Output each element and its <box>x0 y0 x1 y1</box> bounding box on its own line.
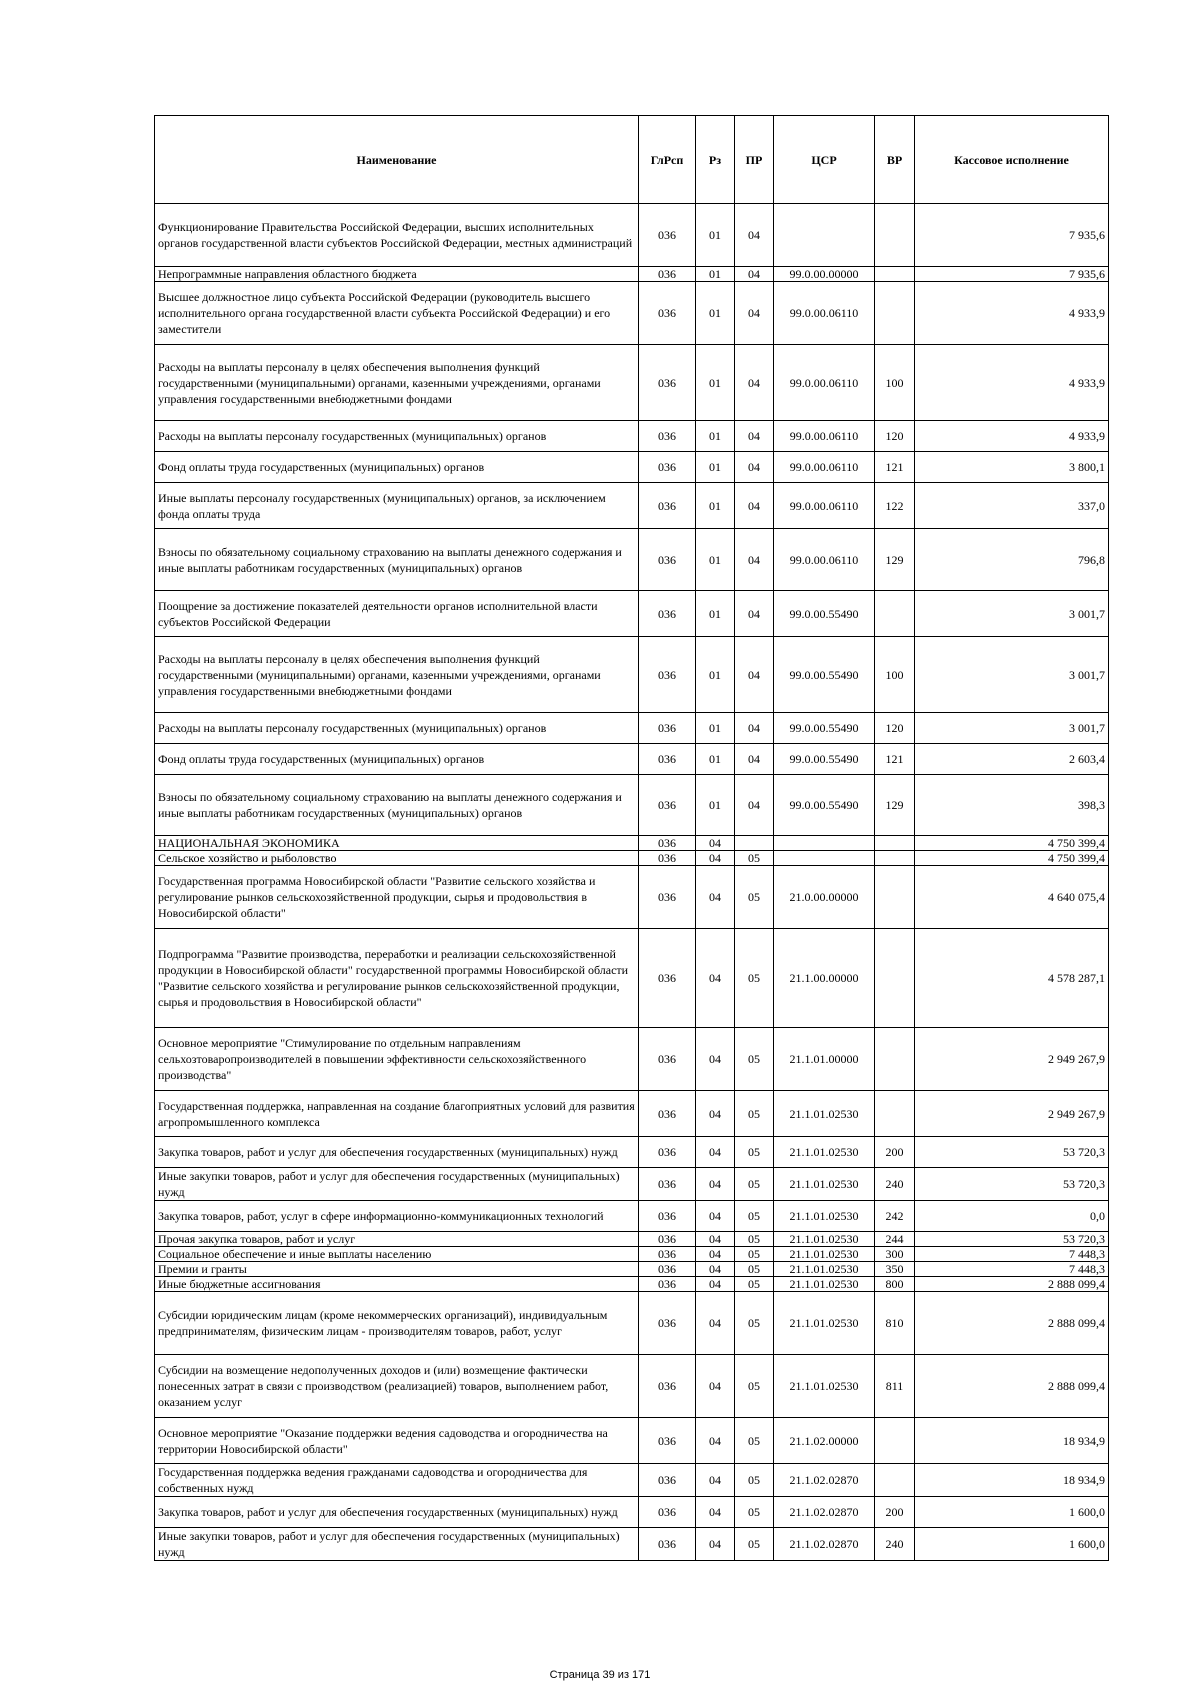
cell-name: Закупка товаров, работ и услуг для обеспечения государственных (муниципальных) нужд <box>155 1497 639 1528</box>
cell-sum: 398,3 <box>915 775 1109 836</box>
cell-pr: 05 <box>735 866 774 929</box>
cell-csr: 99.0.00.00000 <box>774 267 875 282</box>
cell-name: Взносы по обязательному социальному страхованию на выплаты денежного содержания и иные выплаты работникам государственных (муниципальных) органов <box>155 775 639 836</box>
cell-grsp: 036 <box>639 1528 696 1561</box>
cell-rz: 04 <box>696 1137 735 1168</box>
cell-csr: 21.1.01.02530 <box>774 1355 875 1418</box>
table-row <box>155 529 1109 591</box>
cell-name: Фонд оплаты труда государственных (муниципальных) органов <box>155 744 639 775</box>
table-row <box>155 1232 1109 1247</box>
table-row <box>155 1355 1109 1418</box>
cell-grsp: 036 <box>639 529 696 591</box>
cell-name: Иные закупки товаров, работ и услуг для обеспечения государственных (муниципальных) нужд <box>155 1168 639 1201</box>
cell-name: Иные бюджетные ассигнования <box>155 1277 639 1292</box>
cell-rz: 04 <box>696 851 735 866</box>
cell-pr: 05 <box>735 1528 774 1561</box>
cell-name: Премии и гранты <box>155 1262 639 1277</box>
cell-pr: 05 <box>735 1168 774 1201</box>
cell-vr: 300 <box>875 1247 915 1262</box>
table-row <box>155 1262 1109 1277</box>
cell-vr: 240 <box>875 1168 915 1201</box>
cell-vr <box>875 929 915 1028</box>
cell-vr: 240 <box>875 1528 915 1561</box>
header-grsp: ГлРсп <box>639 116 696 204</box>
cell-pr: 05 <box>735 1201 774 1232</box>
cell-vr <box>875 1418 915 1464</box>
cell-grsp: 036 <box>639 1355 696 1418</box>
cell-sum: 4 933,9 <box>915 421 1109 452</box>
table-row <box>155 851 1109 866</box>
cell-grsp: 036 <box>639 267 696 282</box>
cell-rz: 04 <box>696 1528 735 1561</box>
cell-sum: 3 001,7 <box>915 591 1109 637</box>
cell-csr: 21.1.01.02530 <box>774 1262 875 1277</box>
table-row <box>155 1091 1109 1137</box>
cell-vr: 100 <box>875 637 915 713</box>
cell-csr: 21.1.01.02530 <box>774 1232 875 1247</box>
header-sum: Кассовое исполнение <box>915 116 1109 204</box>
cell-csr: 99.0.00.55490 <box>774 775 875 836</box>
cell-vr: 350 <box>875 1262 915 1277</box>
cell-sum: 2 949 267,9 <box>915 1091 1109 1137</box>
cell-name: Сельское хозяйство и рыболовство <box>155 851 639 866</box>
cell-pr: 04 <box>735 591 774 637</box>
cell-vr <box>875 866 915 929</box>
cell-name: Субсидии юридическим лицам (кроме некоммерческих организаций), индивидуальным предпринимателям, физическим лицам - производителям товаров, работ, услуг <box>155 1292 639 1355</box>
cell-sum: 337,0 <box>915 483 1109 529</box>
cell-rz: 04 <box>696 1201 735 1232</box>
table-row <box>155 1497 1109 1528</box>
cell-pr: 05 <box>735 1418 774 1464</box>
table-row <box>155 1028 1109 1091</box>
cell-vr: 129 <box>875 529 915 591</box>
cell-sum: 1 600,0 <box>915 1528 1109 1561</box>
cell-pr: 04 <box>735 452 774 483</box>
header-csr: ЦСР <box>774 116 875 204</box>
cell-vr <box>875 267 915 282</box>
cell-grsp: 036 <box>639 1137 696 1168</box>
cell-name: Расходы на выплаты персоналу государственных (муниципальных) органов <box>155 421 639 452</box>
cell-grsp: 036 <box>639 744 696 775</box>
table-row <box>155 1277 1109 1292</box>
cell-vr: 120 <box>875 421 915 452</box>
cell-rz: 01 <box>696 713 735 744</box>
header-pr: ПР <box>735 116 774 204</box>
cell-csr <box>774 836 875 851</box>
cell-sum: 53 720,3 <box>915 1232 1109 1247</box>
cell-csr: 21.1.01.02530 <box>774 1137 875 1168</box>
cell-sum: 53 720,3 <box>915 1168 1109 1201</box>
cell-rz: 04 <box>696 1418 735 1464</box>
cell-pr: 04 <box>735 282 774 345</box>
cell-pr: 05 <box>735 1091 774 1137</box>
cell-pr: 05 <box>735 1355 774 1418</box>
table-row <box>155 836 1109 851</box>
cell-name: Иные закупки товаров, работ и услуг для обеспечения государственных (муниципальных) нужд <box>155 1528 639 1561</box>
cell-vr: 800 <box>875 1277 915 1292</box>
cell-csr: 21.1.02.02870 <box>774 1464 875 1497</box>
cell-name: Государственная программа Новосибирской области "Развитие сельского хозяйства и регулирование рынков сельскохозяйственной продукции, сырья и продовольствия в Новосибирской области" <box>155 866 639 929</box>
cell-sum: 3 001,7 <box>915 713 1109 744</box>
cell-vr <box>875 204 915 267</box>
cell-name: Закупка товаров, работ, услуг в сфере информационно-коммуникационных технологий <box>155 1201 639 1232</box>
cell-grsp: 036 <box>639 637 696 713</box>
cell-csr: 99.0.00.06110 <box>774 421 875 452</box>
cell-rz: 04 <box>696 1168 735 1201</box>
cell-pr: 05 <box>735 1262 774 1277</box>
cell-name: Поощрение за достижение показателей деятельности органов исполнительной власти субъектов Российской Федерации <box>155 591 639 637</box>
cell-vr <box>875 591 915 637</box>
header-vr: ВР <box>875 116 915 204</box>
cell-rz: 01 <box>696 591 735 637</box>
cell-rz: 04 <box>696 1091 735 1137</box>
cell-pr: 04 <box>735 637 774 713</box>
cell-name: Основное мероприятие "Оказание поддержки ведения садоводства и огородничества на территории Новосибирской области" <box>155 1418 639 1464</box>
table-row <box>155 267 1109 282</box>
cell-vr: 120 <box>875 713 915 744</box>
cell-name: Государственная поддержка ведения гражданами садоводства и огородничества для собственных нужд <box>155 1464 639 1497</box>
cell-grsp: 036 <box>639 591 696 637</box>
cell-pr: 05 <box>735 851 774 866</box>
cell-pr: 04 <box>735 529 774 591</box>
cell-sum: 2 888 099,4 <box>915 1355 1109 1418</box>
cell-csr: 21.1.00.00000 <box>774 929 875 1028</box>
cell-csr: 99.0.00.55490 <box>774 591 875 637</box>
table-row <box>155 1418 1109 1464</box>
cell-rz: 04 <box>696 1262 735 1277</box>
cell-rz: 01 <box>696 421 735 452</box>
cell-vr <box>875 1464 915 1497</box>
cell-vr: 100 <box>875 345 915 421</box>
cell-name: Государственная поддержка, направленная на создание благоприятных условий для развития агропромышленного комплекса <box>155 1091 639 1137</box>
cell-name: Расходы на выплаты персоналу государственных (муниципальных) органов <box>155 713 639 744</box>
cell-vr <box>875 851 915 866</box>
cell-rz: 04 <box>696 836 735 851</box>
table-row <box>155 452 1109 483</box>
cell-rz: 01 <box>696 744 735 775</box>
cell-grsp: 036 <box>639 421 696 452</box>
cell-csr <box>774 851 875 866</box>
cell-rz: 01 <box>696 267 735 282</box>
cell-grsp: 036 <box>639 866 696 929</box>
table-row <box>155 345 1109 421</box>
cell-rz: 04 <box>696 1247 735 1262</box>
cell-grsp: 036 <box>639 1464 696 1497</box>
cell-sum: 2 888 099,4 <box>915 1277 1109 1292</box>
cell-grsp: 036 <box>639 836 696 851</box>
table-row <box>155 1292 1109 1355</box>
cell-pr: 05 <box>735 929 774 1028</box>
cell-name: Иные выплаты персоналу государственных (муниципальных) органов, за исключением фонда оплаты труда <box>155 483 639 529</box>
cell-sum: 53 720,3 <box>915 1137 1109 1168</box>
table-row <box>155 421 1109 452</box>
cell-grsp: 036 <box>639 929 696 1028</box>
table-row <box>155 1201 1109 1232</box>
page-number: Страница 39 из 171 <box>549 1669 651 1681</box>
table-row <box>155 713 1109 744</box>
cell-grsp: 036 <box>639 1277 696 1292</box>
cell-pr: 05 <box>735 1028 774 1091</box>
cell-rz: 04 <box>696 1497 735 1528</box>
cell-name: Основное мероприятие "Стимулирование по отдельным направлениям сельхозтоваропроизводителей в повышении эффективности сельскохозяйственного производства" <box>155 1028 639 1091</box>
cell-csr: 99.0.00.55490 <box>774 744 875 775</box>
table-row <box>155 744 1109 775</box>
cell-pr: 05 <box>735 1497 774 1528</box>
cell-sum: 7 448,3 <box>915 1262 1109 1277</box>
cell-vr <box>875 836 915 851</box>
cell-csr: 21.1.01.02530 <box>774 1277 875 1292</box>
cell-rz: 01 <box>696 483 735 529</box>
cell-csr: 99.0.00.06110 <box>774 282 875 345</box>
cell-sum: 4 750 399,4 <box>915 836 1109 851</box>
table-row <box>155 775 1109 836</box>
cell-sum: 18 934,9 <box>915 1418 1109 1464</box>
cell-name: Закупка товаров, работ и услуг для обеспечения государственных (муниципальных) нужд <box>155 1137 639 1168</box>
cell-vr: 129 <box>875 775 915 836</box>
cell-pr: 05 <box>735 1277 774 1292</box>
table-row <box>155 1528 1109 1561</box>
cell-name: Расходы на выплаты персоналу в целях обеспечения выполнения функций государственными (муниципальными) органами, казенными учреждениями, органами управления государственными внебюджетными фондами <box>155 637 639 713</box>
cell-rz: 01 <box>696 637 735 713</box>
cell-vr: 811 <box>875 1355 915 1418</box>
cell-pr: 04 <box>735 204 774 267</box>
table-row <box>155 1168 1109 1201</box>
cell-vr: 200 <box>875 1137 915 1168</box>
cell-rz: 01 <box>696 204 735 267</box>
cell-grsp: 036 <box>639 1247 696 1262</box>
cell-csr: 99.0.00.55490 <box>774 713 875 744</box>
cell-csr: 21.1.01.02530 <box>774 1247 875 1262</box>
cell-vr: 244 <box>875 1232 915 1247</box>
cell-vr <box>875 1028 915 1091</box>
cell-sum: 3 001,7 <box>915 637 1109 713</box>
cell-pr: 04 <box>735 713 774 744</box>
cell-csr: 99.0.00.06110 <box>774 529 875 591</box>
cell-vr <box>875 282 915 345</box>
cell-name: Социальное обеспечение и иные выплаты населению <box>155 1247 639 1262</box>
cell-grsp: 036 <box>639 713 696 744</box>
cell-grsp: 036 <box>639 775 696 836</box>
cell-csr: 21.0.00.00000 <box>774 866 875 929</box>
cell-sum: 3 800,1 <box>915 452 1109 483</box>
cell-csr: 21.1.02.00000 <box>774 1418 875 1464</box>
cell-vr: 810 <box>875 1292 915 1355</box>
cell-name: НАЦИОНАЛЬНАЯ ЭКОНОМИКА <box>155 836 639 851</box>
cell-pr <box>735 836 774 851</box>
table-header-row <box>155 116 1109 204</box>
header-rz: Рз <box>696 116 735 204</box>
cell-sum: 2 888 099,4 <box>915 1292 1109 1355</box>
cell-sum: 7 935,6 <box>915 204 1109 267</box>
cell-name: Прочая закупка товаров, работ и услуг <box>155 1232 639 1247</box>
table-row <box>155 204 1109 267</box>
cell-rz: 01 <box>696 282 735 345</box>
budget-table <box>154 115 1109 1561</box>
cell-pr: 05 <box>735 1232 774 1247</box>
cell-vr <box>875 1091 915 1137</box>
cell-name: Расходы на выплаты персоналу в целях обеспечения выполнения функций государственными (муниципальными) органами, казенными учреждениями, органами управления государственными внебюджетными фондами <box>155 345 639 421</box>
cell-sum: 4 640 075,4 <box>915 866 1109 929</box>
cell-csr: 21.1.01.00000 <box>774 1028 875 1091</box>
cell-grsp: 036 <box>639 1168 696 1201</box>
cell-csr: 99.0.00.06110 <box>774 483 875 529</box>
cell-csr: 21.1.01.02530 <box>774 1201 875 1232</box>
cell-sum: 0,0 <box>915 1201 1109 1232</box>
cell-sum: 4 933,9 <box>915 282 1109 345</box>
table-row <box>155 637 1109 713</box>
cell-csr: 21.1.01.02530 <box>774 1292 875 1355</box>
cell-sum: 4 933,9 <box>915 345 1109 421</box>
cell-pr: 04 <box>735 345 774 421</box>
cell-rz: 04 <box>696 1232 735 1247</box>
cell-pr: 05 <box>735 1464 774 1497</box>
cell-csr: 21.1.01.02530 <box>774 1091 875 1137</box>
cell-vr: 242 <box>875 1201 915 1232</box>
table-row <box>155 483 1109 529</box>
cell-pr: 05 <box>735 1247 774 1262</box>
table-body <box>155 204 1109 1561</box>
cell-pr: 04 <box>735 483 774 529</box>
cell-pr: 04 <box>735 775 774 836</box>
cell-pr: 05 <box>735 1292 774 1355</box>
cell-csr: 99.0.00.06110 <box>774 452 875 483</box>
cell-rz: 04 <box>696 866 735 929</box>
cell-pr: 04 <box>735 267 774 282</box>
cell-vr: 121 <box>875 452 915 483</box>
cell-rz: 01 <box>696 345 735 421</box>
table-row <box>155 866 1109 929</box>
cell-grsp: 036 <box>639 1262 696 1277</box>
cell-grsp: 036 <box>639 1091 696 1137</box>
cell-name: Фонд оплаты труда государственных (муниципальных) органов <box>155 452 639 483</box>
cell-vr: 121 <box>875 744 915 775</box>
cell-grsp: 036 <box>639 452 696 483</box>
cell-csr: 21.1.02.02870 <box>774 1528 875 1561</box>
cell-grsp: 036 <box>639 1201 696 1232</box>
cell-csr: 21.1.02.02870 <box>774 1497 875 1528</box>
cell-sum: 1 600,0 <box>915 1497 1109 1528</box>
cell-grsp: 036 <box>639 1497 696 1528</box>
cell-rz: 01 <box>696 452 735 483</box>
cell-grsp: 036 <box>639 483 696 529</box>
cell-rz: 04 <box>696 929 735 1028</box>
cell-name: Взносы по обязательному социальному страхованию на выплаты денежного содержания и иные выплаты работникам государственных (муниципальных) органов <box>155 529 639 591</box>
cell-rz: 04 <box>696 1277 735 1292</box>
cell-grsp: 036 <box>639 204 696 267</box>
cell-grsp: 036 <box>639 1028 696 1091</box>
cell-name: Высшее должностное лицо субъекта Российской Федерации (руководитель высшего исполнительного органа государственной власти субъекта Российской Федерации) и его заместители <box>155 282 639 345</box>
cell-sum: 7 935,6 <box>915 267 1109 282</box>
cell-grsp: 036 <box>639 1232 696 1247</box>
cell-csr: 99.0.00.06110 <box>774 345 875 421</box>
cell-name: Функционирование Правительства Российской Федерации, высших исполнительных органов государственной власти субъектов Российской Федерации, местных администраций <box>155 204 639 267</box>
cell-sum: 18 934,9 <box>915 1464 1109 1497</box>
cell-name: Непрограммные направления областного бюджета <box>155 267 639 282</box>
table-row <box>155 929 1109 1028</box>
cell-rz: 01 <box>696 775 735 836</box>
cell-vr: 200 <box>875 1497 915 1528</box>
cell-sum: 2 603,4 <box>915 744 1109 775</box>
cell-pr: 04 <box>735 744 774 775</box>
cell-rz: 04 <box>696 1028 735 1091</box>
cell-pr: 05 <box>735 1137 774 1168</box>
cell-name: Подпрограмма "Развитие производства, переработки и реализации сельскохозяйственной продукции в Новосибирской области" государственной программы Новосибирской области "Развитие сельского хозяйства и регулирование рынков сельскохозяйственной продукции, сырья и продовольствия в Новосибирской области" <box>155 929 639 1028</box>
cell-name: Субсидии на возмещение недополученных доходов и (или) возмещение фактически понесенных затрат в связи с производством (реализацией) товаров, выполнением работ, оказанием услуг <box>155 1355 639 1418</box>
cell-csr: 99.0.00.55490 <box>774 637 875 713</box>
cell-grsp: 036 <box>639 282 696 345</box>
cell-grsp: 036 <box>639 1292 696 1355</box>
cell-grsp: 036 <box>639 851 696 866</box>
cell-grsp: 036 <box>639 345 696 421</box>
cell-csr: 21.1.01.02530 <box>774 1168 875 1201</box>
cell-pr: 04 <box>735 421 774 452</box>
cell-grsp: 036 <box>639 1418 696 1464</box>
table-row <box>155 1137 1109 1168</box>
table-row <box>155 1247 1109 1262</box>
header-name: Наименование <box>155 116 639 204</box>
cell-sum: 2 949 267,9 <box>915 1028 1109 1091</box>
cell-sum: 4 750 399,4 <box>915 851 1109 866</box>
cell-csr <box>774 204 875 267</box>
cell-sum: 796,8 <box>915 529 1109 591</box>
cell-rz: 01 <box>696 529 735 591</box>
table-row <box>155 1464 1109 1497</box>
table-row <box>155 282 1109 345</box>
cell-sum: 7 448,3 <box>915 1247 1109 1262</box>
cell-rz: 04 <box>696 1292 735 1355</box>
cell-vr: 122 <box>875 483 915 529</box>
cell-rz: 04 <box>696 1464 735 1497</box>
cell-rz: 04 <box>696 1355 735 1418</box>
table-row <box>155 591 1109 637</box>
cell-sum: 4 578 287,1 <box>915 929 1109 1028</box>
